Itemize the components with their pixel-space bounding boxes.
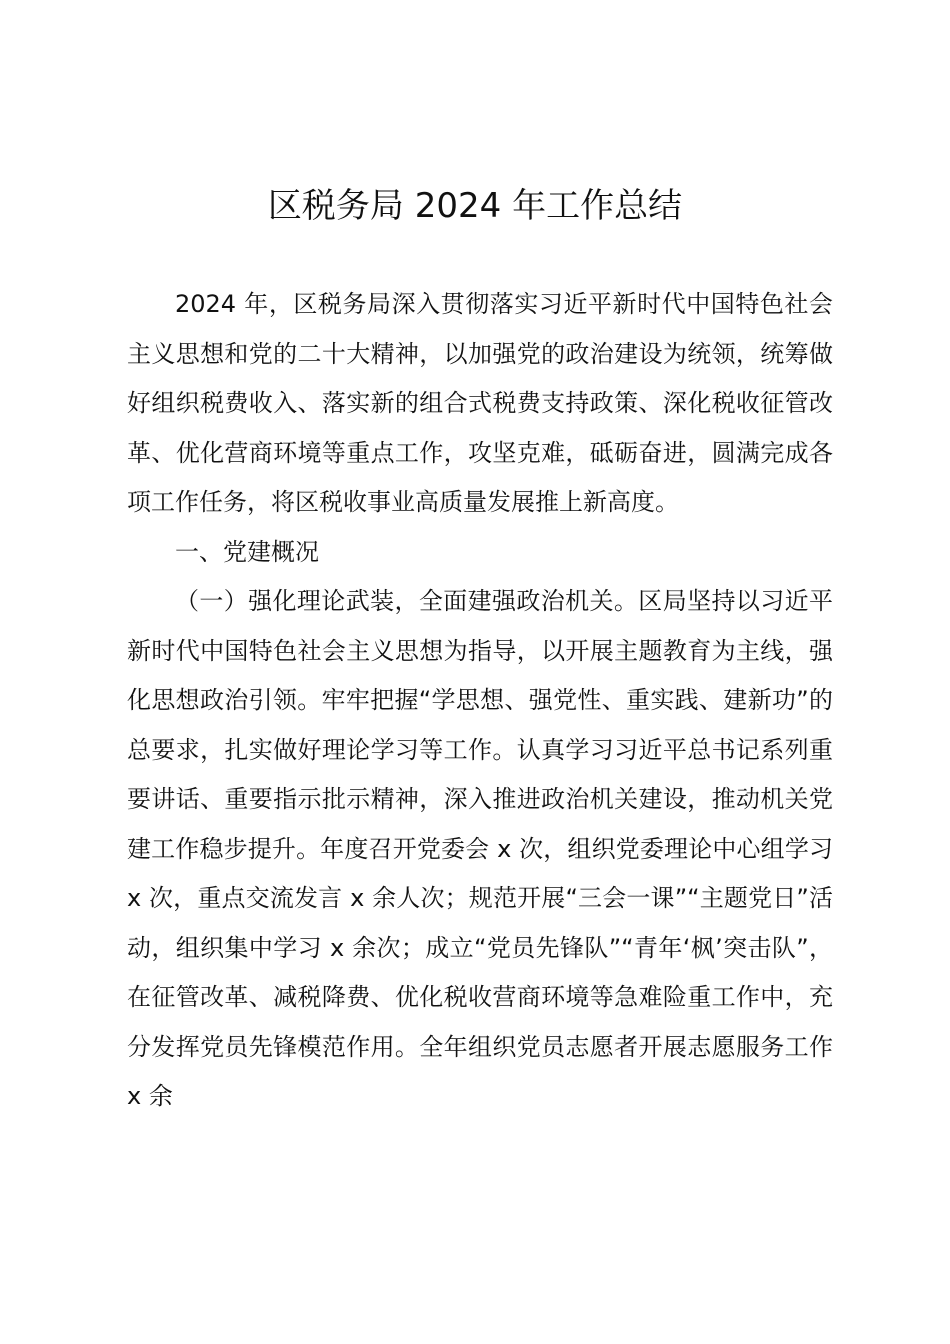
intro-paragraph: 2024 年，区税务局深入贯彻落实习近平新时代中国特色社会主义思想和党的二十大精神，以加强党的政治建设为统领，统筹做好组织税费收入、落实新的组合式税费支持政策、深化税收征管改革、优化营商环境等重点工作，攻坚克难，砥砺奋进，圆满完成各项工作任务，将区税收事业高质量发展推上新高度。 xyxy=(127,290,833,516)
document-title: 区税务局 2024 年工作总结 xyxy=(267,186,683,226)
document-body xyxy=(127,280,833,1122)
section-heading-party-building: 一、党建概况 xyxy=(175,537,319,566)
section-paragraph-theory: （一）强化理论武装，全面建强政治机关。区局坚持以习近平新时代中国特色社会主义思想为指导，以开展主题教育为主线，强化思想政治引领。牢牢把握“学思想、强党性、重实践、建新功”的总要求，扎实做好理论学习等工作。认真学习习近平总书记系列重要讲话、重要指示批示精神，深入推进政治机关建设，推动机关党建工作稳步提升。年度召开党委会 x 次，组织党委理论中心组学习 x 次，重点交流发言 x 余人次；规范开展“三会一课”“主题党日”活动，组织集中学习 x 余次；成立“党员先锋队”“青年‘枫’突击队”，在征管改革、减税降费、优化税收营商环境等急难险重工作中，充分发挥党员先锋模范作用。全年组织党员志愿者开展志愿服务工作 x 余 xyxy=(127,587,833,1110)
